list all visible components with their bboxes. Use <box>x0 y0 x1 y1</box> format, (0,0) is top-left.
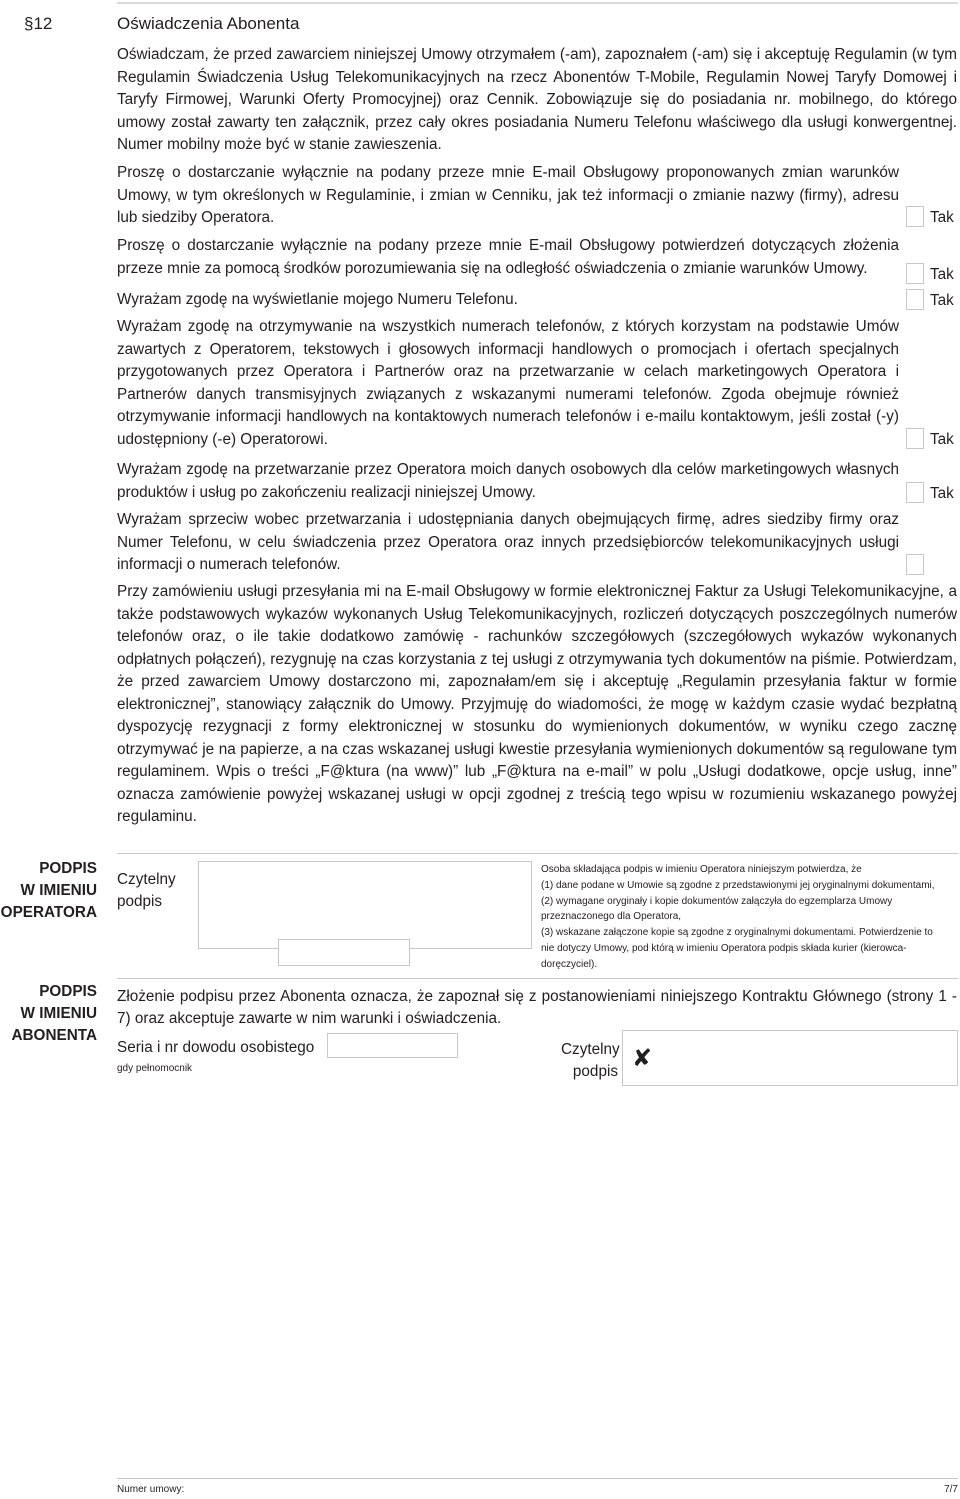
subscriber-id-label: Seria i nr dowodu osobistego <box>117 1039 315 1056</box>
checkbox-marketing-processing[interactable] <box>906 482 924 503</box>
subscriber-signature-field[interactable] <box>622 1030 958 1086</box>
subscriber-id-sublabel: gdy pełnomocnik <box>117 1063 193 1074</box>
operator-stamp-field[interactable] <box>278 939 410 966</box>
declaration-directory-objection: Wyrażam sprzeciw wobec przetwarzania i udostępniania danych obejmujących firmę, adres siedziby firmy oraz Numer Telefonu, w celu świadczenia przez Operatora oraz innych przedsiębiorców telekomunikacyjnych usługi informacji o numerach telefonów. <box>117 511 899 573</box>
subscriber-statement: Złożenie podpisu przez Abonenta oznacza, że zapoznał się z postanowieniami niniejszego Kontraktu Głównego (strony 1 - 7) oraz akceptuje zawarte w nim warunki i oświadczenia. <box>117 988 957 1027</box>
declaration-marketing-messages: Wyrażam zgodę na otrzymywanie na wszystkich numerach telefonów, z których korzystam na podstawie Umów zawartych z Operatorem, tekstowych i głosowych informacji handlowych o promocjach i ofertach specjalnych przygotowanych przez Operatora i Partnerów oraz na przetwarzanie w celach marketingowych Operatora i Partnerów danych transmisyjnych związanych z wskazanymi numerami telefonów. Zgoda obejmuje również otrzymywanie informacji handlowych na kontaktowych numerach telefonów i e-mailu kontaktowym, jeśli został (-y) udostępniony (-e) Operatorowi. <box>117 318 899 448</box>
checkbox-email-confirmations[interactable] <box>906 263 924 284</box>
subscriber-signature-top-rule <box>117 978 958 979</box>
operator-signature-label: Czytelny podpis <box>117 871 176 910</box>
checkbox-email-confirmations-label: Tak <box>930 266 954 283</box>
operator-signature-side-label: PODPIS W IMIENIU OPERATORA <box>0 860 97 921</box>
checkbox-marketing-messages-label: Tak <box>930 431 954 448</box>
declaration-email-changes: Proszę o dostarczanie wyłącznie na podany przeze mnie E-mail Obsługowy proponowanych zmian warunków Umowy, w tym określonych w Regulaminie, i zmian w Cenniku, jak też informacji o zmianie nazwy (firmy), adresu lub siedziby Operatora. <box>117 164 899 226</box>
operator-signature-note: Osoba składająca podpis w imieniu Operatora niniejszym potwierdza, że (1) dane podane w Umowie są zgodne z przedstawionymi jej oryginalnymi dokumentami, (2) wymagane oryginały i kopie dokumentów załączyła do egzemplarza Umowy przeznaczonego dla Operatora, (3) wskazane załączone kopie są zgodne z oryginalnymi dokumentami. Potwierdzenie to nie dotyczy Umowy, pod którą w imieniu Operatora podpis składa kurier (kierowca- doręczyciel). <box>541 864 935 970</box>
section-title: Oświadczenia Abonenta <box>117 14 300 33</box>
contract-number-label: Numer umowy: <box>117 1484 185 1495</box>
checkbox-number-display-label: Tak <box>930 292 954 309</box>
checkbox-email-changes[interactable] <box>906 206 924 227</box>
checkbox-marketing-processing-label: Tak <box>930 485 954 502</box>
section-number: §12 <box>24 14 53 33</box>
checkbox-directory-objection[interactable] <box>906 554 924 575</box>
checkbox-email-changes-label: Tak <box>930 209 954 226</box>
subscriber-id-field[interactable] <box>327 1033 458 1058</box>
declaration-regulations: Oświadczam, że przed zawarciem niniejszej Umowy otrzymałem (-am), zapoznałem (-am) się i akceptuję Regulamin (w tym Regulamin Świadczenia Usług Telekomunikacyjnych na rzecz Abonentów T-Mobile, Regulamin Nowej Taryfy Domowej i Taryfy Firmowej, Warunki Oferty Promocyjnej) oraz Cennik. Zobowiązuje się do posiadania nr. mobilnego, do którego umowy został zawarty ten załącznik, przez cały okres posiadania Numeru Telefonu właściwego dla usługi konwergentnej. Numer mobilny może być w stanie zawieszenia. <box>117 46 957 153</box>
subscriber-signature-side-label: PODPIS W IMIENIU ABONENTA <box>11 983 97 1044</box>
operator-signature-field[interactable] <box>198 861 532 949</box>
signature-cross-mark: ✘ <box>632 1045 653 1072</box>
operator-signature-top-rule <box>117 853 958 854</box>
section-top-rule <box>117 2 958 4</box>
declaration-marketing-processing: Wyrażam zgodę na przetwarzanie przez Operatora moich danych osobowych dla celów marketingowych własnych produktów i usług po zakończeniu realizacji niniejszej Umowy. <box>117 461 899 501</box>
checkbox-number-display[interactable] <box>906 289 924 310</box>
declaration-email-confirmations: Proszę o dostarczanie wyłącznie na podany przeze mnie E-mail Obsługowy potwierdzeń dotyczących złożenia przeze mnie za pomocą środków porozumiewania się na odległość oświadczenia o zmianie warunków Umowy. <box>117 237 899 277</box>
subscriber-signature-label: Czytelny podpis <box>561 1041 620 1080</box>
declaration-number-display: Wyrażam zgodę na wyświetlanie mojego Numeru Telefonu. <box>117 291 518 308</box>
footer-rule <box>117 1478 958 1479</box>
page-number: 7/7 <box>944 1484 958 1495</box>
declaration-electronic-invoices: Przy zamówieniu usługi przesyłania mi na E-mail Obsługowy w formie elektronicznej Faktur za Usługi Telekomunikacyjne, a także podstawowych wykazów wykonanych Usług Telekomunikacyjnych, rozliczeń dotyczących poszczególnych numerów telefonów oraz, o ile takie dodatkowo zamówię - rachunków szczegółowych (szczegółowych wykazów wykonanych odpłatnych połączeń), rezygnuję na czas korzystania z tej usługi z otrzymywania tych dokumentów na piśmie. Potwierdzam, że przed zawarciem Umowy dostarczono mi, zapoznałam/em się i akceptuję „Regulamin przesyłania faktur w formie elektronicznej”, stanowiący załącznik do Umowy. Przyjmuję do wiadomości, że mogę w każdym czasie wydać bezpłatną dyspozycję rezygnacji z formy elektronicznej w stosunku do wymienionych dokumentów, w wyniku czego zacznę otrzymywać je na papierze, a na czas wskazanej usługi kwestie przesyłania wymienionych dokumentów są regulowane tym regulaminem. Wpis o treści „F@ktura (na www)” lub „F@ktura na e-mail” w polu „Usługi dodatkowe, opcje usług, inne” oznacza zamówienie powyżej wskazanej usługi w opcji zgodnej z treścią tego wpisu w rozumieniu wskazanego powyżej regulaminu. <box>117 583 957 825</box>
checkbox-marketing-messages[interactable] <box>906 428 924 449</box>
